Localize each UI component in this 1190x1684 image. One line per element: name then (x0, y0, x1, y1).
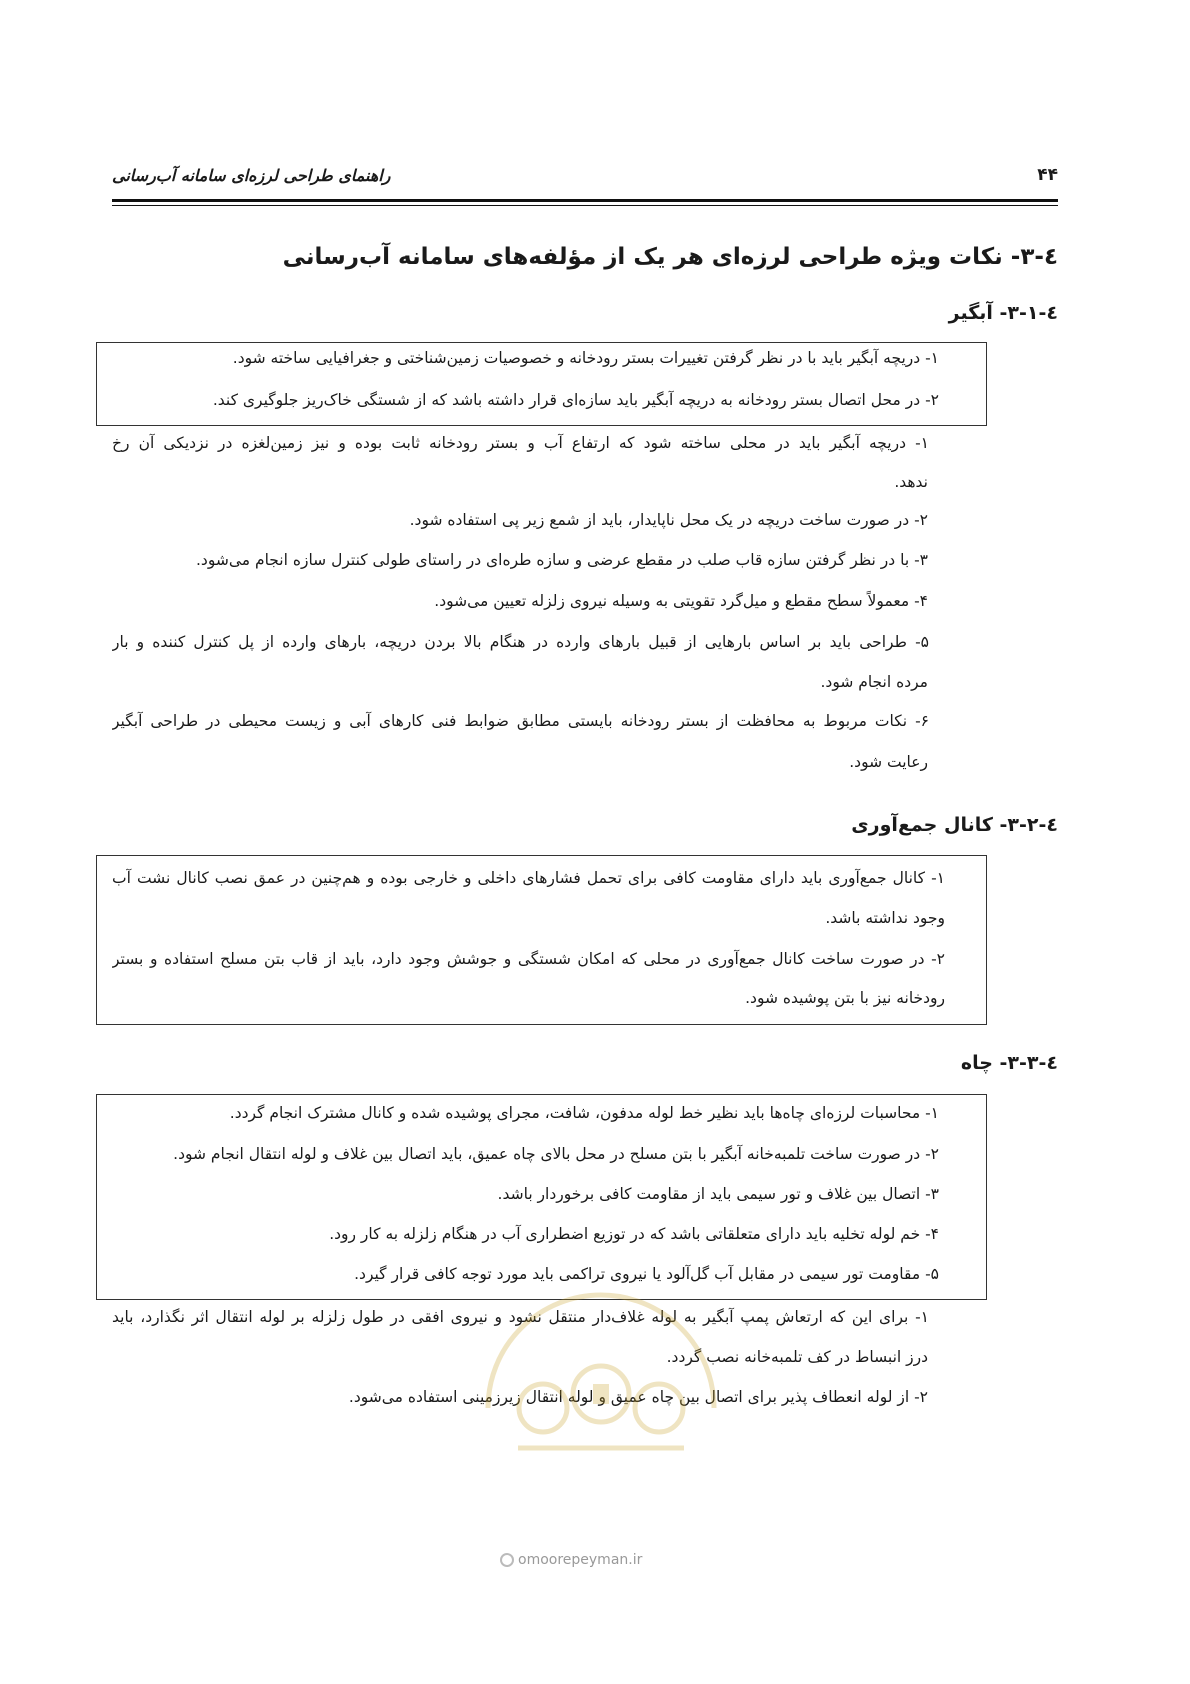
canal-box-item-1-line1: ۱- کانال جمع‌آوری باید دارای مقاومت کافی برای تحمل فشارهای داخلی و خارجی بوده و هم‌چنین در عمق نصب کانال نشت آب (112, 869, 945, 887)
running-header (112, 160, 1058, 190)
well-box-item-2: ۲- در صورت ساخت تلمبه‌خانه آبگیر با بتن مسلح در محل بالای چاه عمیق، باید اتصال بین غلاف و لوله انتقال انجام شود. (173, 1145, 939, 1163)
intake-item-1-line2: ندهد. (894, 473, 928, 491)
intake-item-5-line2: مرده انجام شود. (820, 673, 928, 691)
intake-item-3: ۳- با در نظر گرفتن سازه قاب صلب در مقطع عرضی و سازه طره‌ای در راستای طولی کنترل سازه انجام می‌شود. (196, 551, 928, 569)
canal-box-item-2-line2: رودخانه نیز با بتن پوشیده شود. (745, 989, 945, 1007)
well-heading: ٤-۳-۳- چاه (960, 1052, 1058, 1074)
well-item-1-line1: ۱- برای این که ارتعاش پمپ آبگیر به لوله غلاف‌دار منتقل نشود و نیروی افقی در طول زلزله بر لوله انتقال اثر نگذارد، باید (112, 1308, 929, 1326)
intake-box-item-1: ۱- دریچه آبگیر باید با در نظر گرفتن تغییرات بستر رودخانه و خصوصیات زمین‌شناختی و جغرافیایی ساخته شود. (232, 349, 939, 367)
well-box-item-3: ۳- اتصال بین غلاف و تور سیمی باید از مقاومت کافی برخوردار باشد. (497, 1185, 939, 1203)
well-box-item-4: ۴- خم لوله تخلیه باید دارای متعلقاتی باشد که در توزیع اضطراری آب در هنگام زلزله به کار رود. (329, 1225, 939, 1243)
intake-item-6-line2: رعایت شود. (849, 753, 928, 771)
intake-item-6-line1: ۶- نکات مربوط به محافظت از بستر رودخانه بایستی مطابق ضوابط فنی کارهای آبی و زیست محیطی در طراحی آبگیر (112, 712, 929, 730)
page-number: ۴۴ (1037, 165, 1058, 185)
running-title: راهنمای طراحی لرزه‌ای سامانه آب‌رسانی (112, 165, 391, 185)
at-sign-icon (500, 1553, 514, 1567)
intake-item-1-line1: ۱- دریچه آبگیر باید در محلی ساخته شود که ارتفاع آب و بستر رودخانه ثابت بوده و نیز زمین‌لغزه در نزدیکی آن رخ (112, 434, 929, 452)
intake-item-5-line1: ۵- طراحی باید بر اساس بارهایی از قبیل بارهای وارده در هنگام بالا بردن دریچه، بارهای وارده از پل کنترل کننده و بار (112, 633, 929, 651)
watermark-site (500, 1552, 642, 1568)
header-rule-thick (112, 199, 1058, 202)
well-item-2: ۲- از لوله انعطاف پذیر برای اتصال بین چاه عمیق و لوله انتقال زیرزمینی استفاده می‌شود. (348, 1388, 928, 1406)
well-box-item-5: ۵- مقاومت تور سیمی در مقابل آب گل‌آلود یا نیروی تراکمی باید مورد توجه کافی قرار گیرد. (354, 1265, 939, 1283)
canal-heading: ٤-۳-۲- کانال جمع‌آوری (851, 814, 1058, 836)
section-title: ٤-۳- نکات ویژه طراحی لرزه‌ای هر یک از مؤلفه‌های سامانه آب‌رسانی (282, 244, 1058, 270)
well-box-item-1: ۱- محاسبات لرزه‌ای چاه‌ها باید نظیر خط لوله مدفون، شافت، مجرای پوشیده شده و کانال مشترک انجام گردد. (229, 1104, 939, 1122)
header-rule-thin (112, 205, 1058, 206)
canal-box-item-1-line2: وجود نداشته باشد. (825, 909, 945, 927)
watermark-site-text: omoorepeyman.ir (518, 1552, 643, 1568)
canal-box-item-2-line1: ۲- در صورت ساخت کانال جمع‌آوری در محلی که امکان شستگی و جوشش وجود دارد، باید از قاب بتن مسلح استفاده و بستر (112, 950, 945, 968)
well-item-1-line2: درز انبساط در کف تلمبه‌خانه نصب گردد. (666, 1348, 928, 1366)
intake-item-2: ۲- در صورت ساخت دریچه در یک محل ناپایدار، باید از شمع زیر پی استفاده شود. (409, 511, 928, 529)
intake-item-4: ۴- معمولاً سطح مقطع و میل‌گرد تقویتی به وسیله نیروی زلزله تعیین می‌شود. (434, 592, 928, 610)
intake-heading: ٤-۳-۱- آبگیر (948, 302, 1058, 324)
intake-box-item-2: ۲- در محل اتصال بستر رودخانه به دریچه آبگیر باید سازه‌ای قرار داشته باشد که از شستگی خاک‌ریز جلوگیری کند. (212, 391, 939, 409)
